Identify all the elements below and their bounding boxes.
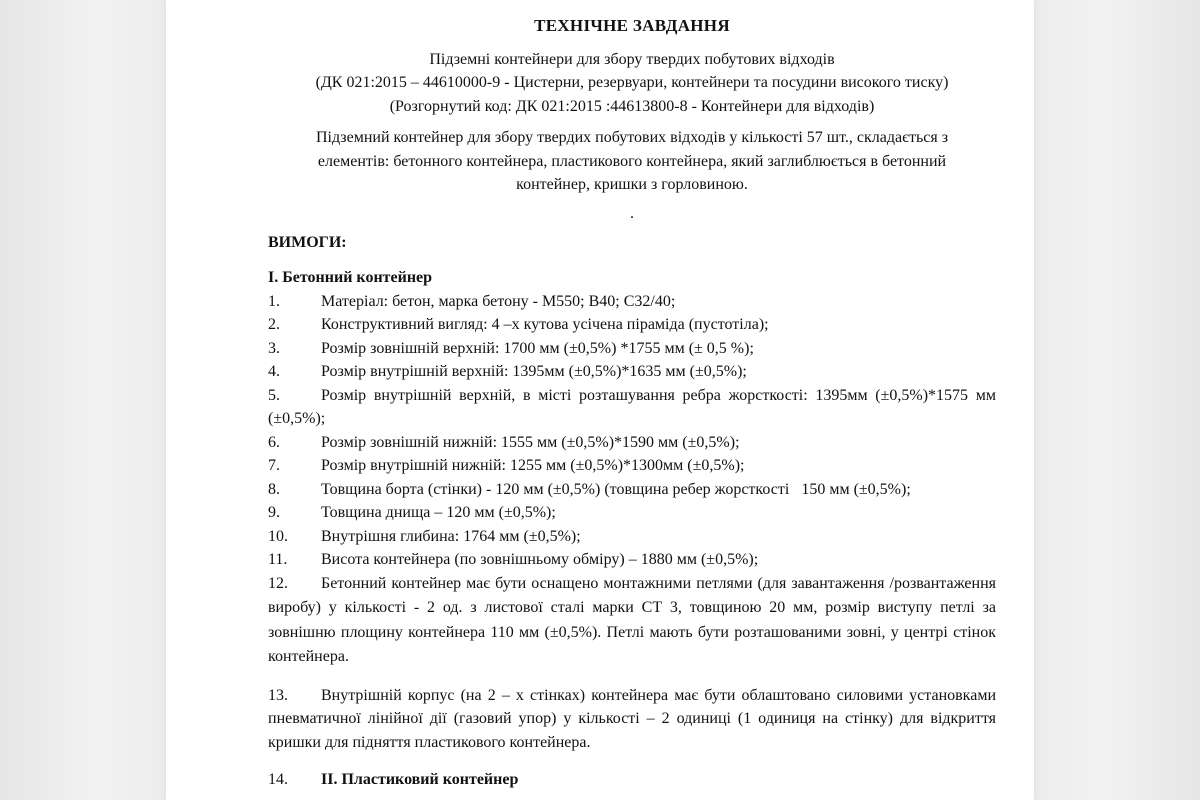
subtitle-block xyxy=(268,48,996,119)
list-item xyxy=(268,684,996,755)
section-title-concrete: I. Бетонний контейнер xyxy=(268,269,433,286)
item-text: Внутрішній корпус (на 2 – х стінках) контейнера має бути облаштовано силовими установками пневматичної лінійної дії (газовий упор) у кількості – 2 одиниці (1 одиниця на стінку) для відкриття кришки для підняття пластикового контейнера. xyxy=(268,686,996,751)
item-number: 9. xyxy=(268,504,280,521)
item-number: 7. xyxy=(268,457,280,474)
list-item xyxy=(268,525,996,549)
section-title-plastic: II. Пластиковий контейнер xyxy=(321,771,519,788)
description-line: Підземний контейнер для збору твердих побутових відходів у кількості 57 шт., складається з xyxy=(315,129,949,146)
list-item xyxy=(268,548,996,572)
spacer xyxy=(268,670,996,684)
document-title: ТЕХНІЧНЕ ЗАВДАННЯ xyxy=(534,16,730,35)
subtitle-line: (Розгорнутий код: ДК 021:2015 :44613800-8 - Контейнери для відходів) xyxy=(389,97,875,115)
item-text: Бетонний контейнер має бути оснащено монтажними петлями (для завантаження /розвантаження виробу) у кількості - 2 од. з листової сталі марки СТ 3, товщиною 20 мм, розмір виступу петлі за зовнішню площину контейнера 110 мм (±0,5%). Петлі мають бути розташованими зовні, у центрі стінок контейнера. xyxy=(268,574,996,665)
separator-dot: . xyxy=(630,204,634,222)
item-number: 5. xyxy=(268,386,280,404)
item-number: 13. xyxy=(268,686,288,704)
item-text: Розмір внутрішній верхній: 1395мм (±0,5%)*1635 мм (±0,5%); xyxy=(321,363,747,380)
item-text: Розмір зовнішній нижній: 1555 мм (±0,5%)*1590 мм (±0,5%); xyxy=(321,433,740,451)
subtitle-line: (ДК 021:2015 – 44610000-9 - Цистерни, резервуари, контейнери та посудини високого тиску) xyxy=(315,74,949,91)
list-item xyxy=(268,290,996,314)
item-text: Розмір зовнішній верхній: 1700 мм (±0,5%) *1755 мм (± 0,5 %); xyxy=(321,339,754,357)
list-item xyxy=(268,313,996,337)
item-number: 10. xyxy=(268,527,288,545)
item-number: 1. xyxy=(268,292,280,310)
list-item xyxy=(268,572,996,670)
list-item xyxy=(268,478,996,502)
list-item xyxy=(268,768,996,792)
item-text: Товщина борта (стінки) - 120 мм (±0,5%) (товщина ребер жорсткості 150 мм (±0,5%); xyxy=(321,480,911,498)
list-item xyxy=(268,337,996,361)
item-text: Конструктивний вигляд: 4 –х кутова усічена піраміда (пустотіла); xyxy=(321,316,769,333)
item-text: Розмір внутрішній нижній: 1255 мм (±0,5%)*1300мм (±0,5%); xyxy=(321,457,745,474)
item-text: Внутрішня глибина: 1764 мм (±0,5%); xyxy=(321,527,581,545)
item-number: 6. xyxy=(268,433,280,451)
requirements-heading: ВИМОГИ: xyxy=(268,233,347,251)
document-page xyxy=(166,0,1034,800)
description-line: елементів: бетонного контейнера, пластикового контейнера, який заглиблюється в бетонний xyxy=(317,152,947,170)
list-item xyxy=(268,360,996,384)
item-number: 3. xyxy=(268,339,280,357)
item-number: 12. xyxy=(268,574,288,592)
list-item xyxy=(268,384,996,431)
description-line: контейнер, кришки з горловиною. xyxy=(516,176,748,193)
item-number: 2. xyxy=(268,316,280,333)
description-block xyxy=(268,126,996,197)
spacer xyxy=(268,754,996,768)
list-item xyxy=(268,501,996,525)
item-number: 4. xyxy=(268,363,280,380)
list-item xyxy=(268,431,996,455)
subtitle-line: Підземні контейнери для збору твердих побутових відходів xyxy=(429,50,835,68)
item-number: 11. xyxy=(268,551,288,568)
item-text: Висота контейнера (по зовнішньому обміру) – 1880 мм (±0,5%); xyxy=(321,551,759,568)
item-text: Товщина днища – 120 мм (±0,5%); xyxy=(321,504,556,521)
item-text: Розмір внутрішній верхній, в місті розташування ребра жорсткості: 1395мм (±0,5%)*1575 мм (±0,5%); xyxy=(268,386,996,427)
item-number: 14. xyxy=(268,771,288,788)
document-content xyxy=(268,14,996,792)
list-item xyxy=(268,454,996,478)
item-number: 8. xyxy=(268,480,280,498)
item-text: Матеріал: бетон, марка бетону - М550; В40; С32/40; xyxy=(321,292,676,310)
